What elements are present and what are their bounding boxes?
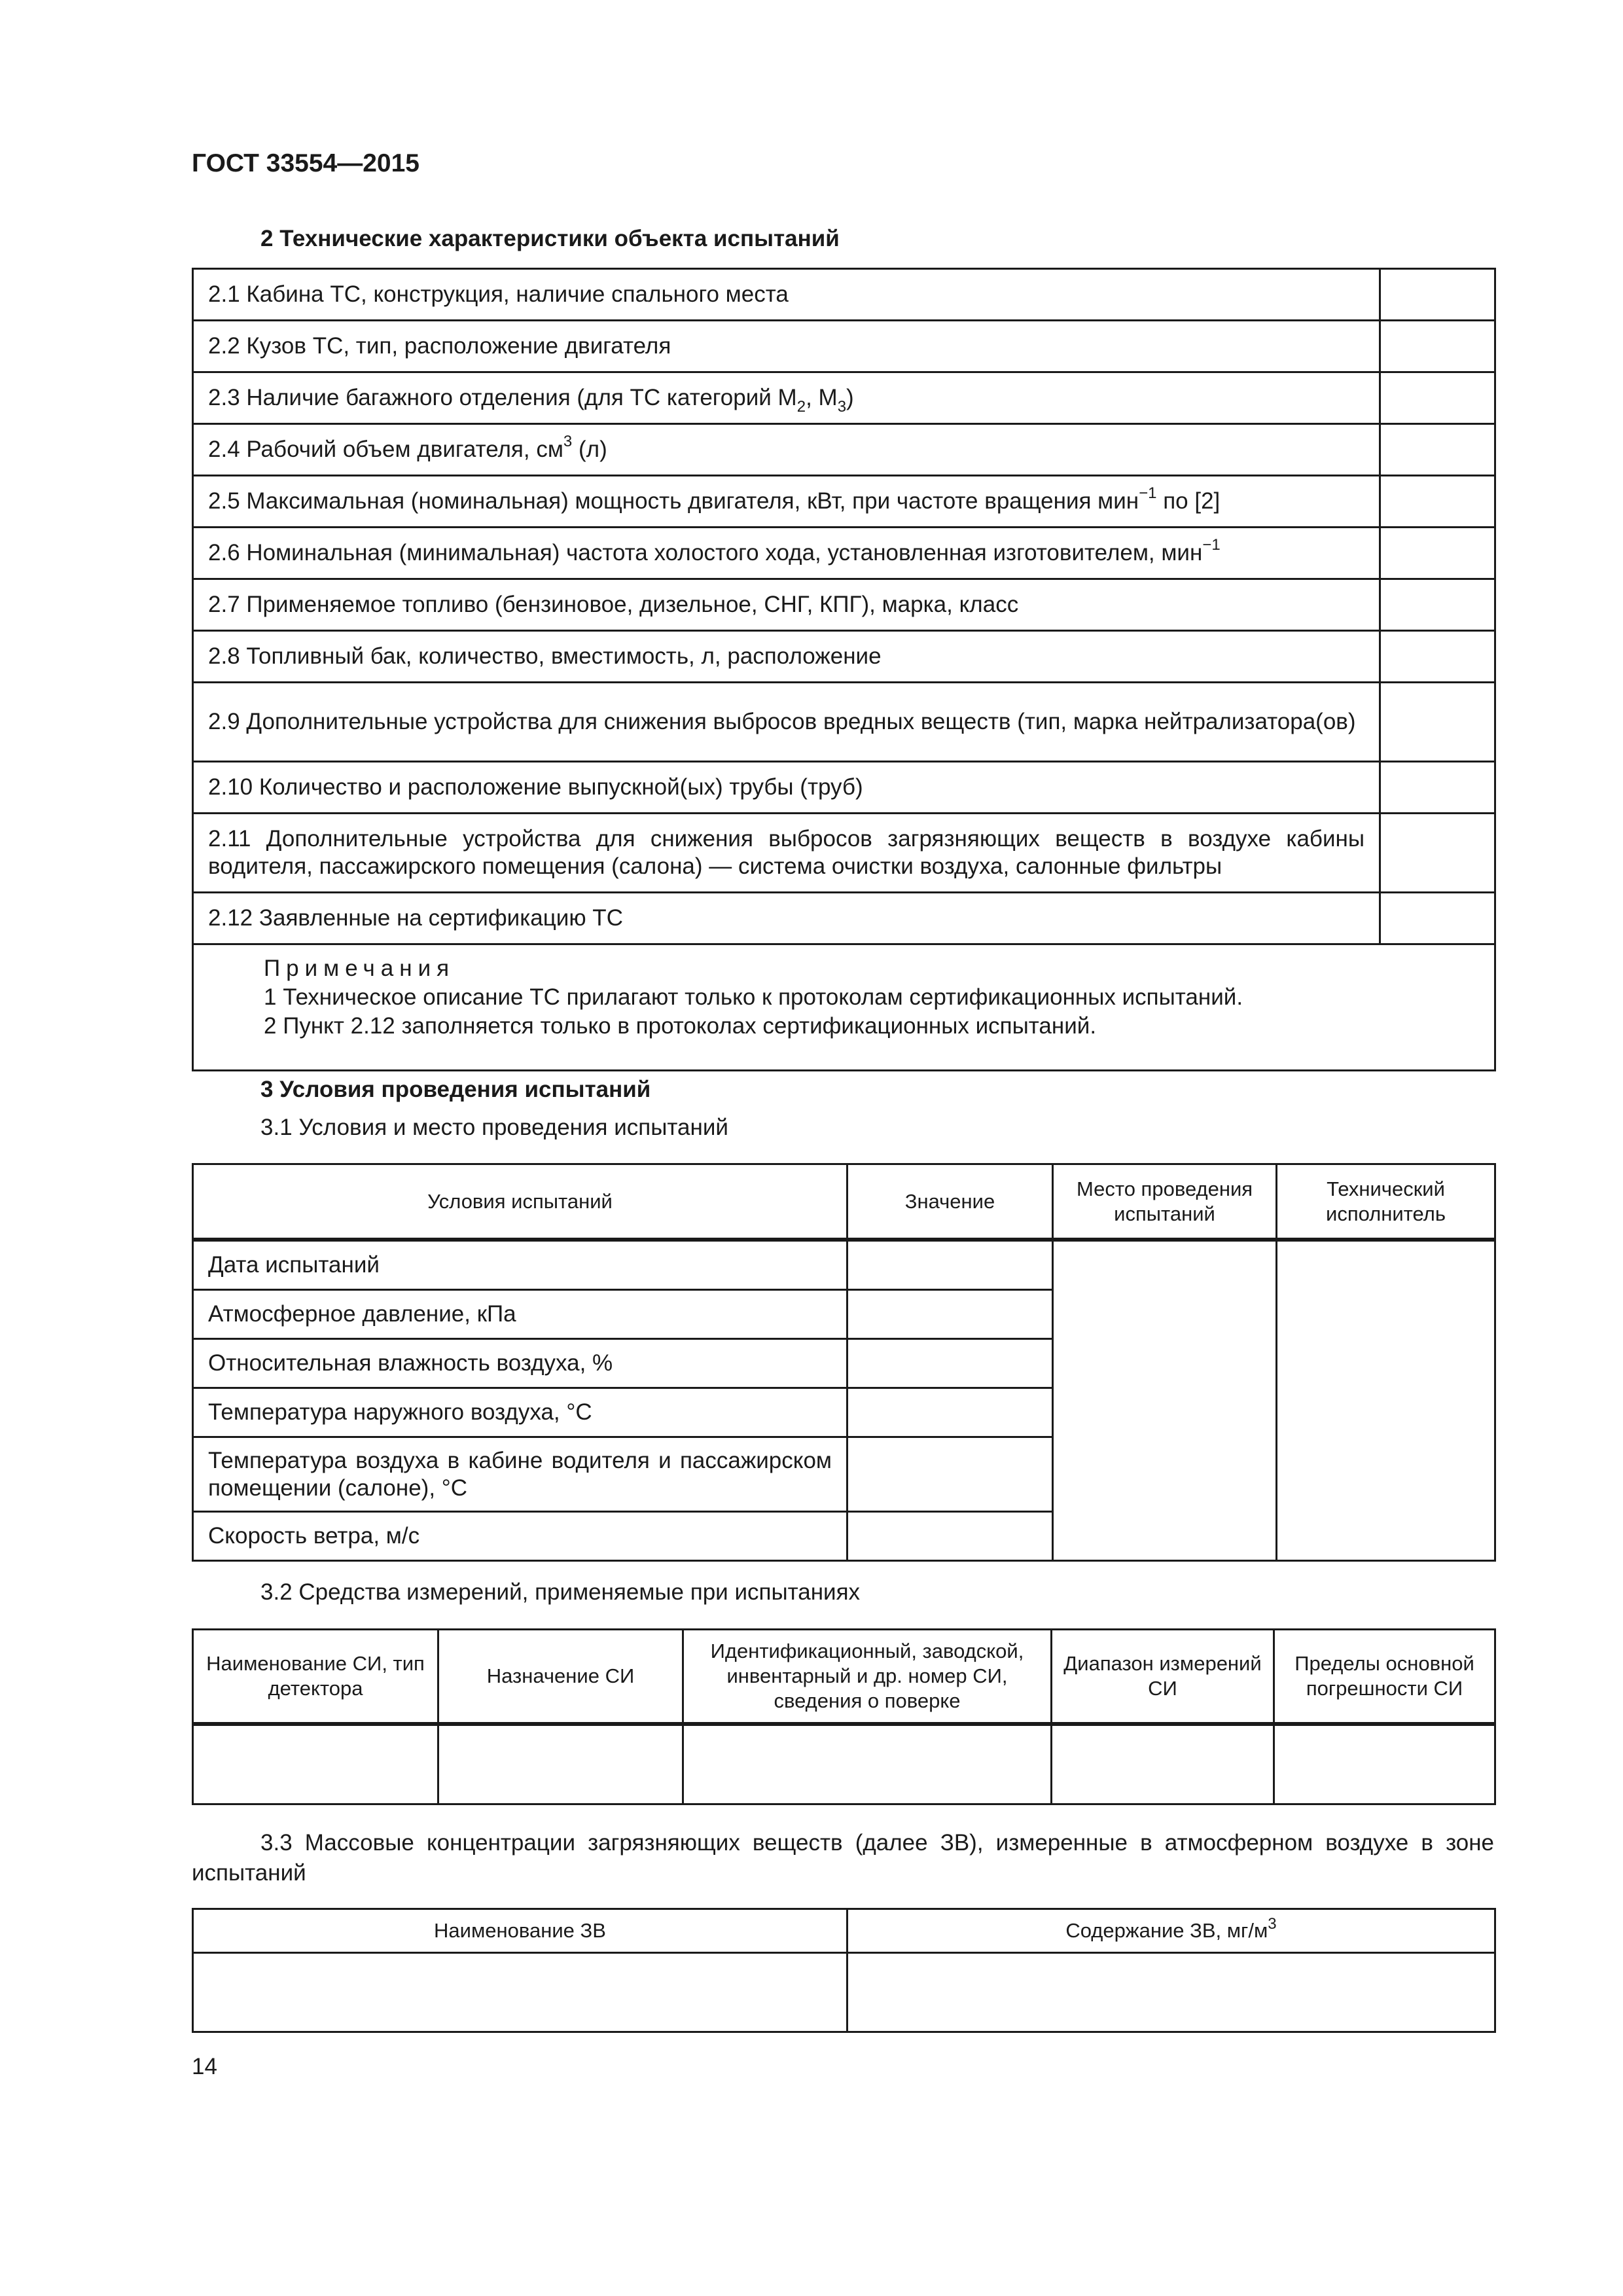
table-row [193, 476, 1495, 528]
table-row [193, 814, 1495, 893]
notes-cell [193, 944, 1495, 1071]
value-cell[interactable] [1380, 762, 1495, 814]
value-cell[interactable] [1380, 269, 1495, 321]
table-row [193, 372, 1495, 424]
row-label: Относительная влажность воздуха, % [193, 1339, 847, 1388]
column-header: Технический исполнитель [1277, 1164, 1495, 1240]
value-cell[interactable] [1380, 893, 1495, 944]
technical-characteristics-table [192, 268, 1496, 1071]
page-number: 14 [192, 2054, 217, 2079]
column-header: Пределы основной погрешности СИ [1274, 1630, 1495, 1725]
row-label-text: (л) [572, 437, 607, 462]
notes-title: Примечания [264, 956, 455, 981]
table-row [193, 424, 1495, 476]
row-label-text: 2.4 Рабочий объем двигателя, см [208, 437, 563, 462]
row-label: 2.1 Кабина ТС, конструкция, наличие спального места [193, 269, 1380, 321]
row-label: 2.7 Применяемое топливо (бензиновое, дизельное, СНГ, КПГ), марка, класс [193, 579, 1380, 631]
subsection-3-2-title: 3.2 Средства измерений, применяемые при испытаниях [260, 1579, 861, 1605]
value-cell[interactable] [847, 1240, 1053, 1290]
row-label: Температура наружного воздуха, °С [193, 1388, 847, 1437]
value-cell[interactable] [1380, 814, 1495, 893]
row-label: Дата испытаний [193, 1240, 847, 1290]
row-label: Температура воздуха в кабине водителя и пассажирском помещении (салоне), °С [193, 1437, 847, 1512]
table-header-row [193, 1164, 1495, 1240]
subsection-3-3-title: 3.3 Массовые концентрации загрязняющих веществ (далее ЗВ), измеренные в атмосферном воздухе в зоне испытаний [192, 1830, 1494, 1886]
table-header-row [193, 1630, 1495, 1725]
note-item: 2 Пункт 2.12 заполняется только в протоколах сертификационных испытаний. [264, 1013, 1097, 1039]
test-location-cell[interactable] [1053, 1240, 1277, 1561]
test-conditions-table [192, 1163, 1496, 1562]
table-cell[interactable] [683, 1724, 1052, 1804]
row-label [193, 528, 1380, 579]
value-cell[interactable] [1380, 476, 1495, 528]
row-label: 2.9 Дополнительные устройства для снижения выбросов вредных веществ (тип, марка нейтрализатора(ов) [193, 683, 1380, 762]
note-item: 1 Техническое описание ТС прилагают только к протоколам сертификационных испытаний. [264, 984, 1243, 1010]
column-header: Наименование СИ, тип детектора [193, 1630, 438, 1725]
row-label: 2.12 Заявленные на сертификацию ТС [193, 893, 1380, 944]
column-header [847, 1909, 1495, 1953]
value-cell[interactable] [847, 1339, 1053, 1388]
value-cell[interactable] [847, 1290, 1053, 1339]
table-cell[interactable] [193, 1724, 438, 1804]
table-row [193, 631, 1495, 683]
value-cell[interactable] [1380, 631, 1495, 683]
superscript: −1 [1202, 536, 1221, 554]
table-row [193, 1953, 1495, 2032]
subscript: 2 [796, 398, 806, 416]
row-label: 2.2 Кузов ТС, тип, расположение двигателя [193, 321, 1380, 372]
table-row [193, 269, 1495, 321]
column-header: Наименование ЗВ [193, 1909, 847, 1953]
row-label: Атмосферное давление, кПа [193, 1290, 847, 1339]
table-cell[interactable] [847, 1953, 1495, 2032]
row-label [193, 424, 1380, 476]
value-cell[interactable] [1380, 528, 1495, 579]
pollutant-concentration-table [192, 1908, 1496, 2033]
row-label-text: по [2] [1156, 488, 1221, 514]
table-row [193, 1724, 1495, 1804]
value-cell[interactable] [847, 1512, 1053, 1561]
table-row [193, 683, 1495, 762]
value-cell[interactable] [847, 1437, 1053, 1512]
value-cell[interactable] [1380, 372, 1495, 424]
row-label [193, 372, 1380, 424]
column-header: Идентификационный, заводской, инвентарный и др. номер СИ, сведения о поверке [683, 1630, 1052, 1725]
document-header: ГОСТ 33554—2015 [192, 149, 419, 177]
value-cell[interactable] [1380, 683, 1495, 762]
row-label: Скорость ветра, м/с [193, 1512, 847, 1561]
value-cell[interactable] [1380, 424, 1495, 476]
superscript: −1 [1139, 484, 1157, 502]
table-row [193, 1240, 1495, 1290]
technical-executor-cell[interactable] [1277, 1240, 1495, 1561]
row-label [193, 476, 1380, 528]
row-label: 2.8 Топливный бак, количество, вместимость, л, расположение [193, 631, 1380, 683]
table-row [193, 579, 1495, 631]
column-header: Значение [847, 1164, 1053, 1240]
row-label-text: 2.5 Максимальная (номинальная) мощность двигателя, кВт, при частоте вращения мин [208, 488, 1139, 514]
row-label-text: , М [806, 385, 838, 410]
table-cell[interactable] [1274, 1724, 1495, 1804]
row-label: 2.10 Количество и расположение выпускной(ых) трубы (труб) [193, 762, 1380, 814]
measuring-instruments-table [192, 1628, 1496, 1805]
column-header: Назначение СИ [438, 1630, 683, 1725]
table-row [193, 762, 1495, 814]
table-cell[interactable] [193, 1953, 847, 2032]
column-header: Место проведения испытаний [1053, 1164, 1277, 1240]
table-header-row [193, 1909, 1495, 1953]
subscript: 3 [837, 398, 847, 416]
table-cell[interactable] [438, 1724, 683, 1804]
superscript: 3 [563, 433, 573, 450]
value-cell[interactable] [847, 1388, 1053, 1437]
section-2-title: 2 Технические характеристики объекта испытаний [260, 226, 840, 251]
row-label-text: 2.3 Наличие багажного отделения (для ТС категорий М [208, 385, 797, 410]
table-row [193, 321, 1495, 372]
section-3-title: 3 Условия проведения испытаний [260, 1077, 651, 1102]
notes-row [193, 944, 1495, 1071]
row-label-text: 2.6 Номинальная (минимальная) частота холостого хода, установленная изготовителем, мин [208, 540, 1203, 565]
superscript: 3 [1268, 1915, 1277, 1933]
table-row [193, 528, 1495, 579]
value-cell[interactable] [1380, 321, 1495, 372]
column-header: Условия испытаний [193, 1164, 847, 1240]
subsection-3-1-title: 3.1 Условия и место проведения испытаний [260, 1115, 728, 1140]
table-cell[interactable] [1052, 1724, 1274, 1804]
table-row [193, 893, 1495, 944]
column-header: Диапазон измерений СИ [1052, 1630, 1274, 1725]
row-label: 2.11 Дополнительные устройства для снижения выбросов загрязняющих веществ в воздухе кабины водителя, пассажирского помещения (салона) — система очистки воздуха, салонные фильтры [193, 814, 1380, 893]
value-cell[interactable] [1380, 579, 1495, 631]
column-header-text: Содержание ЗВ, мг/м [1065, 1919, 1268, 1942]
row-label-text: ) [846, 385, 854, 410]
